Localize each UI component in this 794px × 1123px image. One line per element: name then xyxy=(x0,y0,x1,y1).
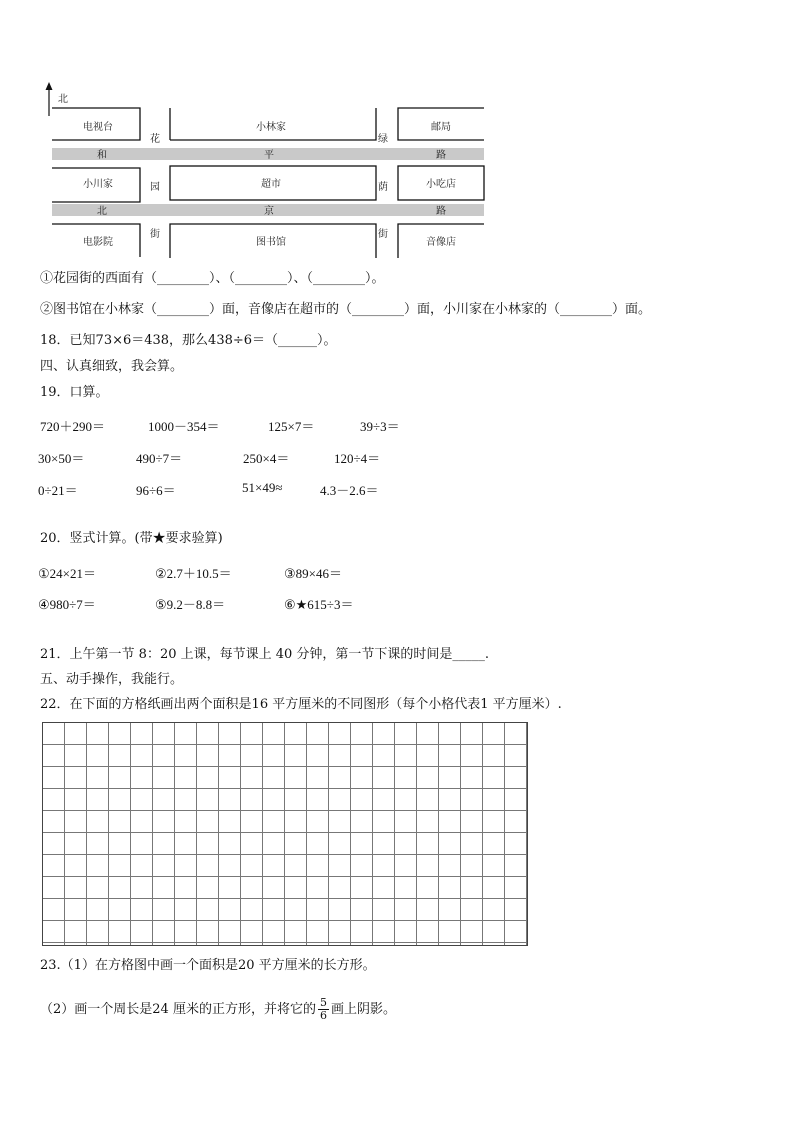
q19-r1-c2: 1000－354＝ xyxy=(148,419,220,434)
street-huayuan-char-1: 花 xyxy=(150,134,160,145)
fraction-five-sixths xyxy=(318,997,329,1022)
street-map xyxy=(40,82,490,260)
street-lvyin-char-1: 绿 xyxy=(378,134,388,145)
road-beijing-char-1: 北 xyxy=(97,206,107,217)
section4-heading: 四、认真细致，我会算。 xyxy=(40,359,184,374)
q23-part2 xyxy=(40,996,396,1024)
q20-r2-c1: ④980÷7＝ xyxy=(38,597,96,612)
q19-title: 19．口算。 xyxy=(40,385,109,400)
q19-r1-c1: 720＋290＝ xyxy=(40,419,106,434)
place-supermarket: 超市 xyxy=(261,179,281,190)
street-lvyin-char-2: 荫 xyxy=(378,182,388,193)
place-tv-station: 电视台 xyxy=(83,122,113,133)
q20-r2-c2: ⑤9.2－8.8＝ xyxy=(155,597,226,612)
place-video-store: 音像店 xyxy=(426,237,456,248)
q21-text: 21．上午第一节 8：20 上课，每节课上 40 分钟，第一节下课的时间是_____. xyxy=(40,647,490,662)
q19-r2-c3: 250×4＝ xyxy=(243,451,290,466)
north-label: 北 xyxy=(58,94,68,105)
q19-r1-c3: 125×7＝ xyxy=(268,419,315,434)
section5-heading: 五、动手操作，我能行。 xyxy=(40,672,184,687)
q19-r3-c1: 0÷21＝ xyxy=(38,483,78,498)
fraction-denominator: 6 xyxy=(319,1009,327,1022)
place-library: 图书馆 xyxy=(256,237,286,248)
street-huayuan-char-2: 园 xyxy=(150,182,160,193)
q19-r2-c2: 490÷7＝ xyxy=(136,451,183,466)
q19-r1-c4: 39÷3＝ xyxy=(360,419,400,434)
north-arrow-icon xyxy=(46,82,53,116)
q19-r3-c4: 4.3－2.6＝ xyxy=(320,483,379,498)
q23-part2-after: 画上阴影。 xyxy=(330,1002,396,1017)
place-cinema: 电影院 xyxy=(83,237,113,248)
street-huayuan-char-3: 街 xyxy=(150,229,160,240)
place-xiaochuan-home: 小川家 xyxy=(83,179,113,190)
q19-r2-c4: 120÷4＝ xyxy=(334,451,381,466)
q22-text: 22．在下面的方格纸画出两个面积是16 平方厘米的不同图形（每个小格代表1 平方厘米）. xyxy=(40,697,562,712)
q20-r1-c3: ③89×46＝ xyxy=(284,566,342,581)
q17-part1: ①花园街的西面有（________）、（________）、（________）。 xyxy=(40,271,385,286)
q18-text: 18．已知73×6＝438，那么438÷6＝（______）。 xyxy=(40,333,337,348)
q20-title: 20．竖式计算。(带★要求验算) xyxy=(40,531,223,546)
q20-r1-c1: ①24×21＝ xyxy=(38,566,96,581)
grid-paper[interactable] xyxy=(42,722,528,946)
road-beijing-char-3: 路 xyxy=(436,206,446,217)
q17-part2: ②图书馆在小林家（________）面，音像店在超市的（________）面，小川家在小林家的（________）面。 xyxy=(40,302,652,317)
q23-part2-before: （2）画一个周长是24 厘米的正方形，并将它的 xyxy=(40,1002,316,1017)
q20-r2-c3: ⑥★615÷3＝ xyxy=(284,597,354,612)
road-beijing-char-2: 京 xyxy=(264,206,274,217)
road-heping-char-2: 平 xyxy=(264,150,274,161)
road-heping-char-1: 和 xyxy=(97,150,107,161)
q23-part1: 23.（1）在方格图中画一个面积是20 平方厘米的长方形。 xyxy=(40,958,376,973)
road-heping-char-3: 路 xyxy=(436,150,446,161)
q20-r1-c2: ②2.7＋10.5＝ xyxy=(155,566,232,581)
place-snack-shop: 小吃店 xyxy=(426,179,456,190)
q19-r3-c3: 51×49≈ xyxy=(242,480,283,495)
q19-r3-c2: 96÷6＝ xyxy=(136,483,176,498)
fraction-numerator: 5 xyxy=(319,996,327,1009)
street-lvyin-char-3: 街 xyxy=(378,229,388,240)
place-post-office: 邮局 xyxy=(431,122,451,133)
q19-r2-c1: 30×50＝ xyxy=(38,451,85,466)
place-xiaolin-home: 小林家 xyxy=(256,122,286,133)
